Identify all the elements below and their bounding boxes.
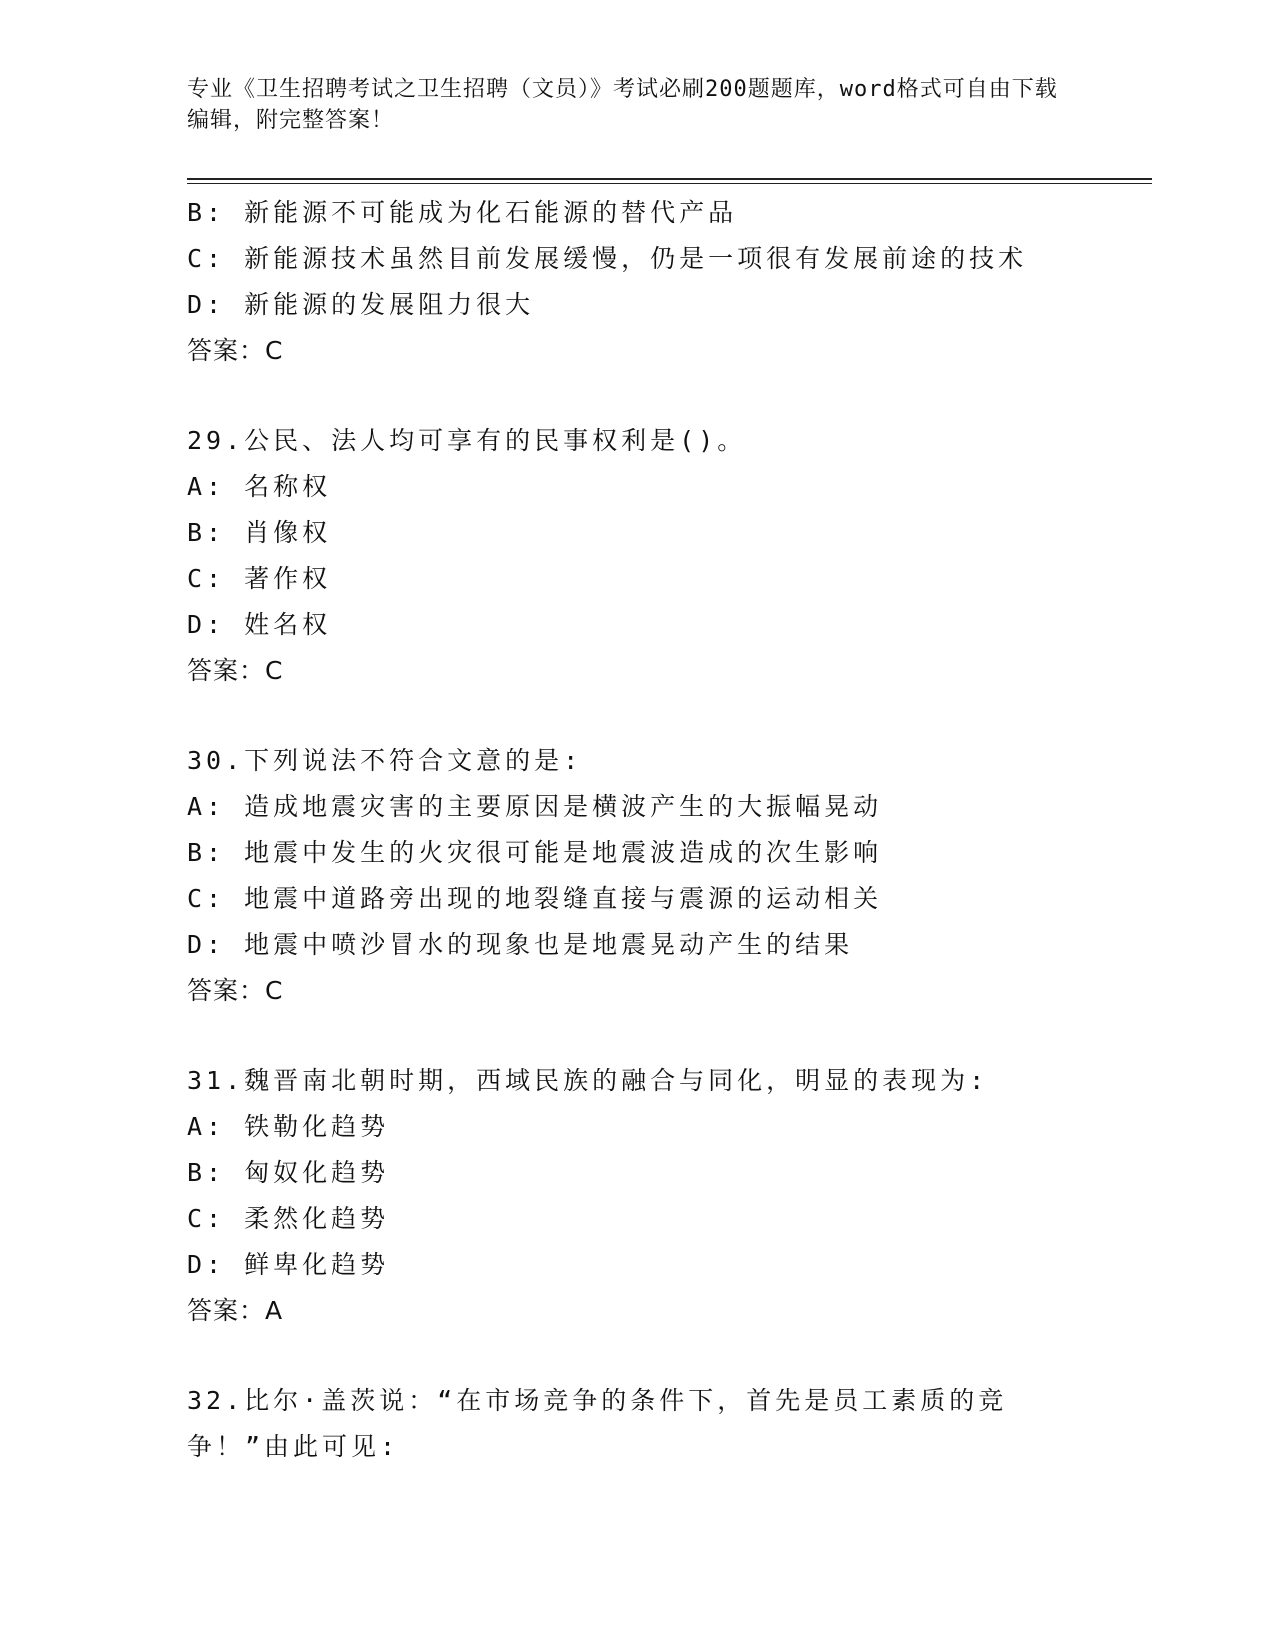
option-d: D: 姓名权 [187, 610, 332, 639]
question-text: 30.下列说法不符合文意的是: [187, 746, 583, 775]
option-b: B: 地震中发生的火灾很可能是地震波造成的次生影响 [187, 838, 883, 867]
option-c: C: 著作权 [187, 564, 332, 593]
option-d: D: 鲜卑化趋势 [187, 1250, 390, 1279]
option-a: A: 铁勒化趋势 [187, 1112, 390, 1141]
question-block-28 [187, 190, 1087, 374]
spacer [187, 374, 1087, 418]
option-c: C: 新能源技术虽然目前发展缓慢，仍是一项很有发展前途的技术 [187, 244, 1028, 273]
question-block-30 [187, 738, 1087, 1014]
document-header: 专业《卫生招聘考试之卫生招聘（文员）》考试必刷200题题库，word格式可自由下载编辑，附完整答案！ [187, 77, 1058, 133]
spacer [187, 1334, 1087, 1378]
answer-line: 答案：C [187, 976, 284, 1005]
spacer [187, 694, 1087, 738]
option-d: D: 新能源的发展阻力很大 [187, 290, 535, 319]
option-c: C: 地震中道路旁出现的地裂缝直接与震源的运动相关 [187, 884, 883, 913]
spacer [187, 1014, 1087, 1058]
question-block-32 [187, 1378, 1087, 1470]
header-divider [187, 178, 1152, 180]
option-d: D: 地震中喷沙冒水的现象也是地震晃动产生的结果 [187, 930, 854, 959]
option-c: C: 柔然化趋势 [187, 1204, 390, 1233]
option-a: A: 造成地震灾害的主要原因是横波产生的大振幅晃动 [187, 792, 883, 821]
question-list [187, 190, 1087, 1470]
answer-line: 答案：A [187, 1296, 284, 1325]
option-b: B: 匈奴化趋势 [187, 1158, 390, 1187]
question-text: 31.魏晋南北朝时期，西域民族的融合与同化，明显的表现为: [187, 1066, 989, 1095]
option-b: B: 新能源不可能成为化石能源的替代产品 [187, 198, 738, 227]
answer-line: 答案：C [187, 656, 284, 685]
question-block-29 [187, 418, 1087, 694]
question-text: 29.公民、法人均可享有的民事权利是()。 [187, 426, 747, 455]
option-a: A: 名称权 [187, 472, 332, 501]
answer-line: 答案：C [187, 336, 284, 365]
question-block-31 [187, 1058, 1087, 1334]
option-b: B: 肖像权 [187, 518, 332, 547]
header-divider-thin [187, 183, 1152, 184]
question-text: 32.比尔·盖茨说：“在市场竞争的条件下，首先是员工素质的竞争！”由此可见: [187, 1386, 1008, 1461]
